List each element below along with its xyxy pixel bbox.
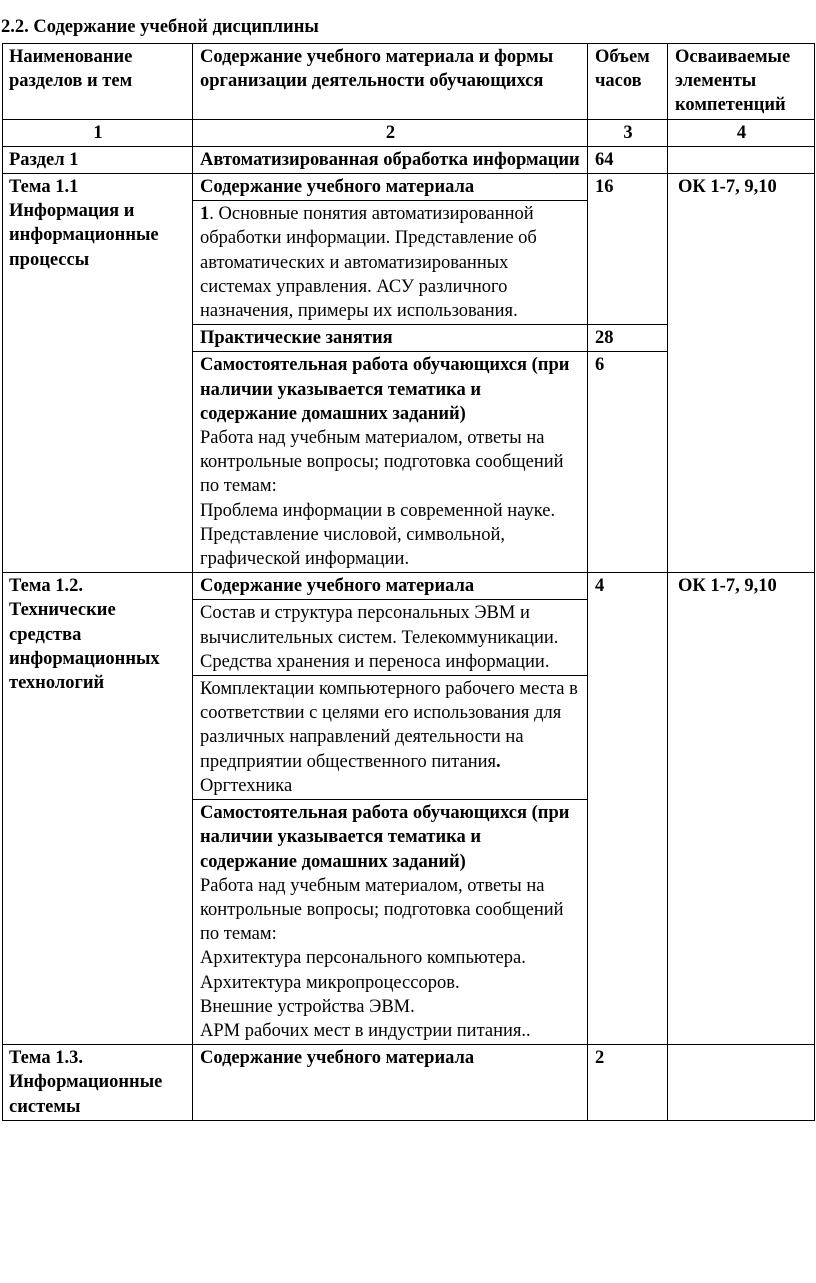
tema1-name-title: Информация и информационные процессы <box>9 201 159 270</box>
tema2-item2-main: Комплектации компьютерного рабочего места в соответствии с целями его использования для различных направлений деятельности на предприятии общественного питания <box>200 679 578 772</box>
table-header-row <box>3 44 815 120</box>
tema2-self-label: Самостоятельная работа обучающихся (при наличии указывается тематика и содержание домашних заданий) <box>200 803 570 872</box>
tema1-item-text: . Основные понятия автоматизированной обработки информации. Представление об автоматических и автоматизированных системах управления. АСУ различного назначения, примеры их использования. <box>200 204 537 322</box>
column-number-3: 3 <box>588 119 668 146</box>
tema1-self-label: Самостоятельная работа обучающихся (при наличии указывается тематика и содержание домашних заданий) <box>200 355 570 424</box>
tema2-item2 <box>193 676 588 800</box>
tema2-hours: 4 <box>588 573 668 1045</box>
header-col-hours: Объем часов <box>588 44 668 120</box>
column-numbers-row <box>3 119 815 146</box>
tema2-self-line: АРМ рабочих мест в индустрии питания.. <box>200 1020 531 1041</box>
tema2-self-work <box>193 800 588 1045</box>
tema2-self-line: Архитектура персонального компьютера. <box>200 948 526 969</box>
razdel-title: Автоматизированная обработка информации <box>193 146 588 173</box>
tema1-content-label: Содержание учебного материала <box>193 174 588 201</box>
section-title: 2.2. Содержание учебной дисциплины <box>1 17 319 37</box>
tema1-self-line: Проблема информации в современной науке. <box>200 500 556 521</box>
tema1-self-work <box>193 352 588 573</box>
header-col-competences: Осваиваемые элементы компетенций <box>668 44 815 120</box>
tema1-name <box>3 174 193 573</box>
table-row <box>3 174 815 201</box>
tema2-content-label: Содержание учебного материала <box>193 573 588 600</box>
tema2-item2-dot: . <box>496 751 501 772</box>
table-row <box>3 573 815 600</box>
tema2-self-line: Внешние устройства ЭВМ. <box>200 996 415 1017</box>
tema3-hours: 2 <box>588 1045 668 1121</box>
tema1-competence: ОК 1-7, 9,10 <box>668 174 815 573</box>
tema2-competence: ОК 1-7, 9,10 <box>668 573 815 1045</box>
tema1-hours: 16 <box>588 174 668 325</box>
tema1-practice-hours: 28 <box>588 325 668 352</box>
tema2-name: Тема 1.2. Технические средства информационных технологий <box>3 573 193 1045</box>
tema1-practice-label: Практические занятия <box>193 325 588 352</box>
tema1-self-hours: 6 <box>588 352 668 573</box>
tema3-name: Тема 1.3. Информационные системы <box>3 1045 193 1121</box>
header-col-content: Содержание учебного материала и формы организации деятельности обучающихся <box>193 44 588 120</box>
razdel-hours: 64 <box>588 146 668 173</box>
header-col-names: Наименование разделов и тем <box>3 44 193 120</box>
column-number-4: 4 <box>668 119 815 146</box>
tema1-item <box>193 201 588 325</box>
tema2-item1: Состав и структура персональных ЭВМ и вычислительных систем. Телекоммуникации. Средства хранения и переноса информации. <box>193 600 588 676</box>
tema2-item2-tail: Оргтехника <box>200 775 293 796</box>
table-row <box>3 146 815 173</box>
tema1-item-number: 1 <box>200 204 210 225</box>
tema1-self-line: Работа над учебным материалом, ответы на контрольные вопросы; подготовка сообщений по темам: <box>200 428 564 497</box>
tema1-self-line: Представление числовой, символьной, графической информации. <box>200 524 505 570</box>
column-number-1: 1 <box>3 119 193 146</box>
razdel-competence <box>668 146 815 173</box>
tema3-competence <box>668 1045 815 1121</box>
tema1-name-number: Тема 1.1 <box>9 177 79 198</box>
table-row <box>3 1045 815 1121</box>
discipline-content-table <box>2 43 815 1121</box>
column-number-2: 2 <box>193 119 588 146</box>
tema2-self-line: Работа над учебным материалом, ответы на контрольные вопросы; подготовка сообщений по темам: <box>200 875 564 945</box>
tema3-content-label: Содержание учебного материала <box>193 1045 588 1121</box>
tema2-self-line: Архитектура микропроцессоров. <box>200 972 460 993</box>
razdel-name: Раздел 1 <box>3 146 193 173</box>
